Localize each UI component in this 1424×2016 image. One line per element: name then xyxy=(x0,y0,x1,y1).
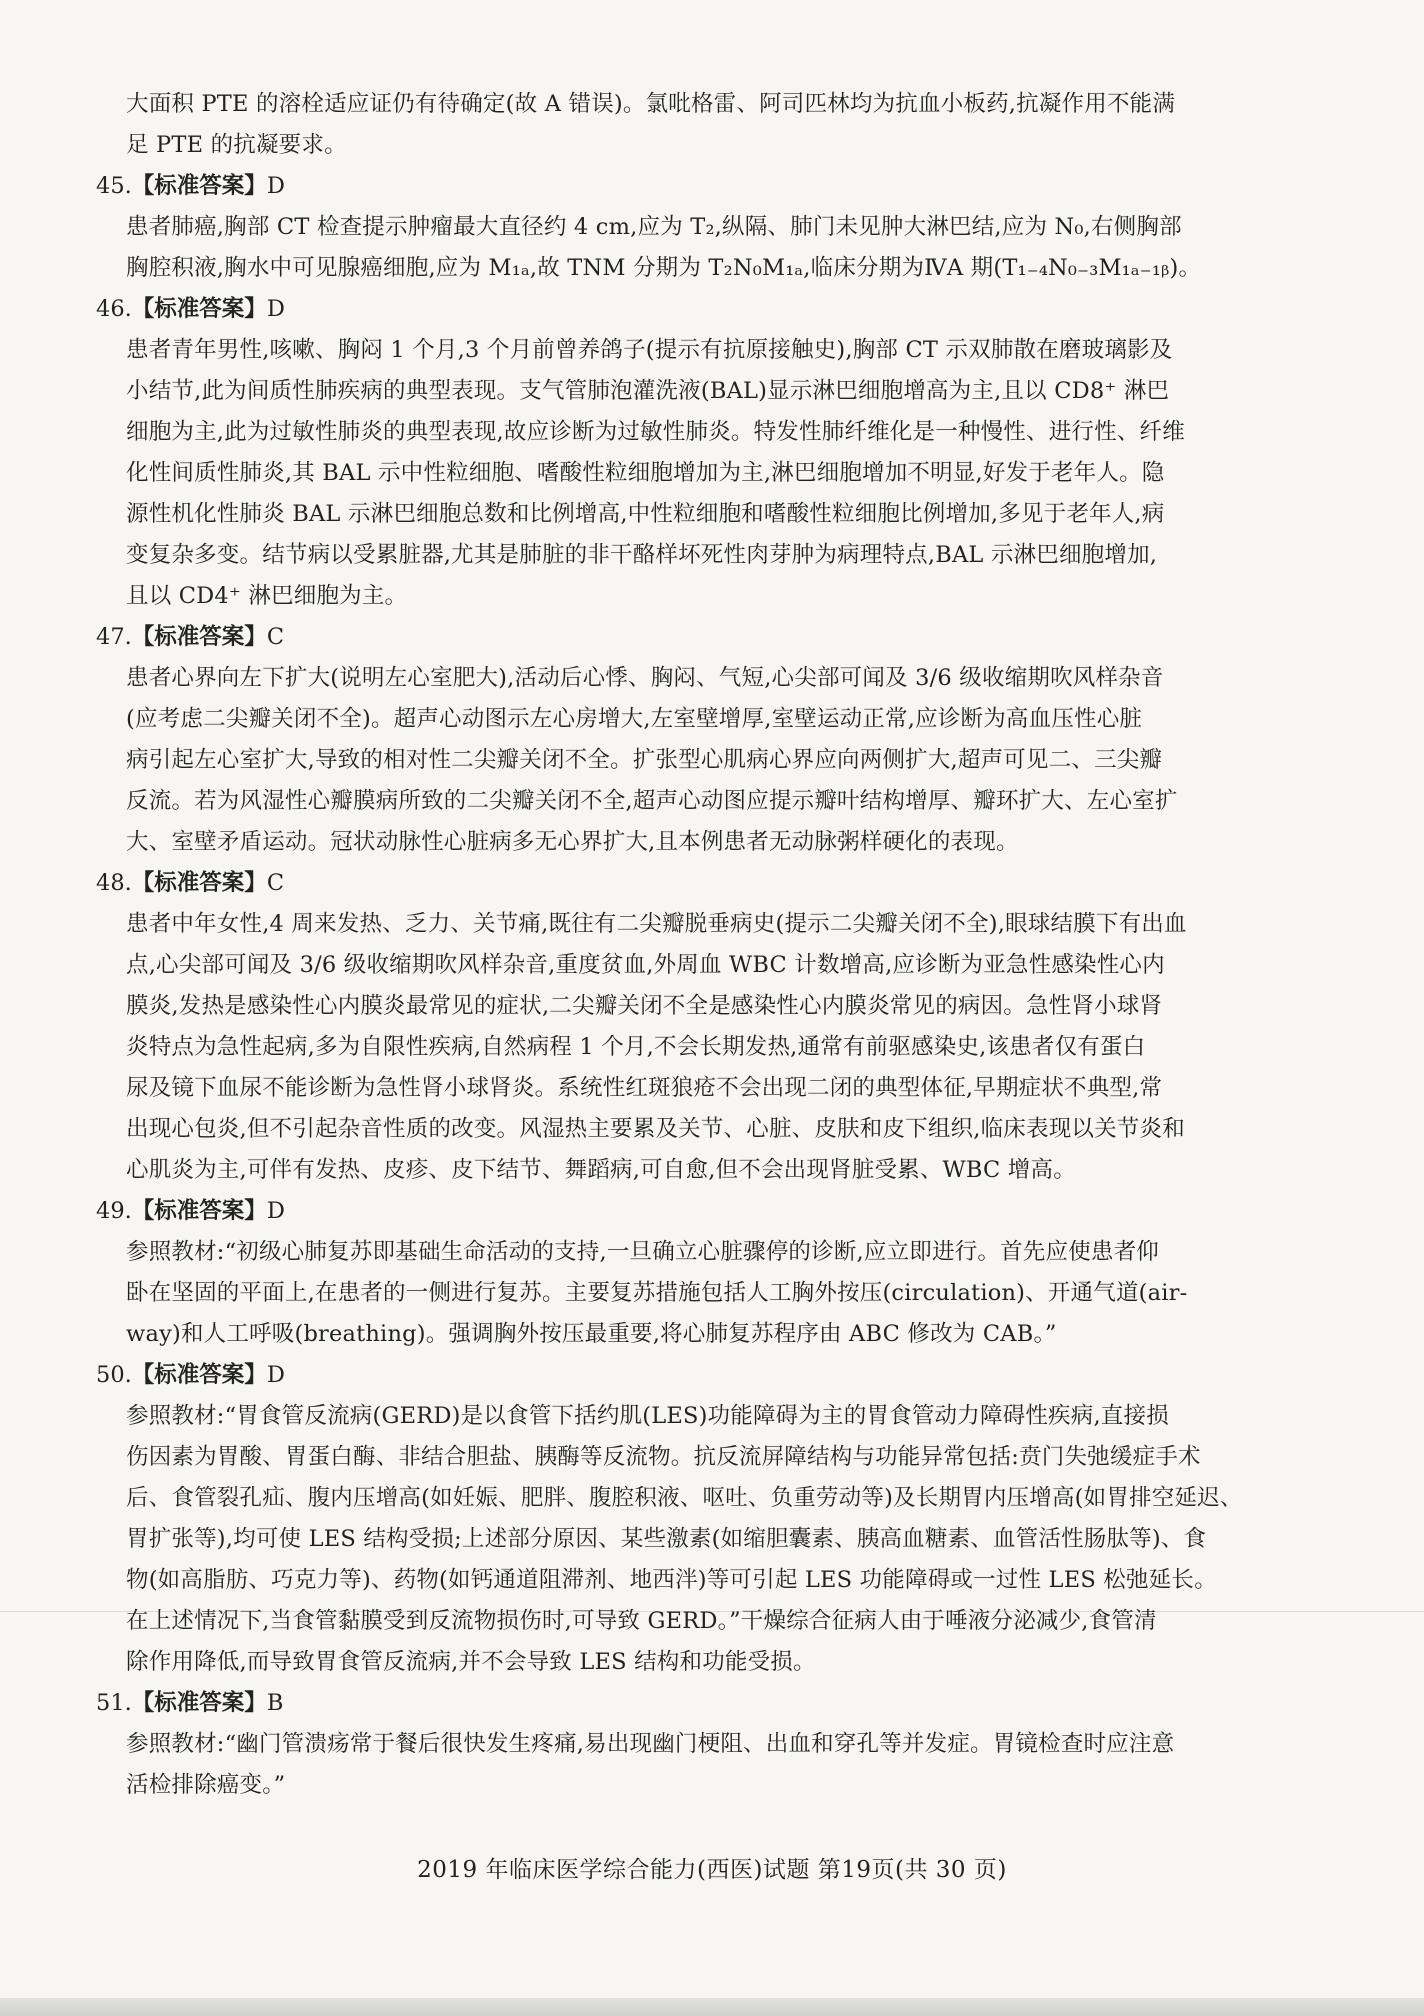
explanation-line: 活检排除癌变。” xyxy=(126,1772,286,1798)
explanation-line: 膜炎,发热是感染性心内膜炎最常见的症状,二尖瓣关闭不全是感染性心内膜炎常见的病因。急性肾小球肾 xyxy=(126,993,1163,1019)
explanation-line: 参照教材:“初级心肺复苏即基础生命活动的支持,一旦确立心脏骤停的诊断,应立即进行。首先应使患者仰 xyxy=(126,1239,1159,1265)
answer-heading xyxy=(96,1355,1292,1396)
standard-answer-label: 【标准答案】 xyxy=(131,870,267,896)
answer-letter: D xyxy=(266,296,285,322)
answer-item xyxy=(96,1683,1292,1806)
explanation-line: 大、室壁矛盾运动。冠状动脉性心脏病多无心界扩大,且本例患者无动脉粥样硬化的表现。 xyxy=(126,829,1019,855)
question-number: 49. xyxy=(96,1198,132,1224)
scan-bottom-edge xyxy=(0,1998,1424,2016)
page-content xyxy=(96,84,1292,1806)
explanation-line: 伤因素为胃酸、胃蛋白酶、非结合胆盐、胰酶等反流物。抗反流屏障结构与功能异常包括:贲门失弛缓症手术 xyxy=(126,1444,1201,1470)
explanation-line: 物(如高脂肪、巧克力等)、药物(如钙通道阻滞剂、地西泮)等可引起 LES 功能障碍或一过性 LES 松弛延长。 xyxy=(126,1567,1217,1593)
explanation-line: 细胞为主,此为过敏性肺炎的典型表现,故应诊断为过敏性肺炎。特发性肺纤维化是一种慢性、进行性、纤维 xyxy=(126,419,1185,445)
explanation-line: 患者青年男性,咳嗽、胸闷 1 个月,3 个月前曾养鸽子(提示有抗原接触史),胸部 CT 示双肺散在磨玻璃影及 xyxy=(126,337,1173,363)
explanation-line: 且以 CD4⁺ 淋巴细胞为主。 xyxy=(126,583,408,609)
explanation-line: 点,心尖部可闻及 3/6 级收缩期吹风样杂音,重度贫血,外周血 WBC 计数增高,应诊断为亚急性感染性心内 xyxy=(126,952,1165,978)
question-number: 46. xyxy=(96,296,132,322)
intro-line-1: 大面积 PTE 的溶栓适应证仍有待确定(故 A 错误)。氯吡格雷、阿司匹林均为抗血小板药,抗凝作用不能满 xyxy=(126,91,1176,117)
explanation-line: 化性间质性肺炎,其 BAL 示中性粒细胞、嗜酸性粒细胞增加为主,淋巴细胞增加不明显,好发于老年人。隐 xyxy=(126,460,1165,486)
explanation-line: 病引起左心室扩大,导致的相对性二尖瓣关闭不全。扩张型心肌病心界应向两侧扩大,超声可见二、三尖瓣 xyxy=(126,747,1163,773)
standard-answer-label: 【标准答案】 xyxy=(131,1362,267,1388)
explanation-line: 尿及镜下血尿不能诊断为急性肾小球肾炎。系统性红斑狼疮不会出现二闭的典型体征,早期症状不典型,常 xyxy=(126,1075,1163,1101)
answer-heading xyxy=(96,863,1292,904)
answer-letter: D xyxy=(266,1198,285,1224)
answer-item xyxy=(96,863,1292,1191)
explanation-line: 参照教材:“胃食管反流病(GERD)是以食管下括约肌(LES)功能障碍为主的胃食管动力障碍性疾病,直接损 xyxy=(126,1403,1169,1429)
explanation-line: 在上述情况下,当食管黏膜受到反流物损伤时,可导致 GERD。”干燥综合征病人由于唾液分泌减少,食管清 xyxy=(126,1608,1157,1634)
standard-answer-label: 【标准答案】 xyxy=(131,624,267,650)
answer-item xyxy=(96,1355,1292,1683)
page-footer: 2019 年临床医学综合能力(西医)试题 第19页(共 30 页) xyxy=(417,1857,1007,1883)
answer-heading xyxy=(96,289,1292,330)
explanation-line: 炎特点为急性起病,多为自限性疾病,自然病程 1 个月,不会长期发热,通常有前驱感染史,该患者仅有蛋白 xyxy=(126,1034,1146,1060)
explanation-line: 卧在坚固的平面上,在患者的一侧进行复苏。主要复苏措施包括人工胸外按压(circulation)、开通气道(air- xyxy=(126,1280,1188,1306)
question-number: 45. xyxy=(96,173,132,199)
answer-heading xyxy=(96,617,1292,658)
answer-letter: D xyxy=(266,1362,285,1388)
answer-item xyxy=(96,166,1292,289)
question-number: 48. xyxy=(96,870,132,896)
explanation-line: 患者心界向左下扩大(说明左心室肥大),活动后心悸、胸闷、气短,心尖部可闻及 3/6 级收缩期吹风样杂音 xyxy=(126,665,1164,691)
answer-heading xyxy=(96,1683,1292,1724)
explanation-line: 参照教材:“幽门管溃疡常于餐后很快发生疼痛,易出现幽门梗阻、出血和穿孔等并发症。胃镜检查时应注意 xyxy=(126,1731,1175,1757)
answer-item xyxy=(96,617,1292,863)
explanation-line: 源性机化性肺炎 BAL 示淋巴细胞总数和比例增高,中性粒细胞和嗜酸性粒细胞比例增加,多见于老年人,病 xyxy=(126,501,1165,527)
explanation-line: 心肌炎为主,可伴有发热、皮疹、皮下结节、舞蹈病,可自愈,但不会出现肾脏受累、WBC 增高。 xyxy=(126,1157,1076,1183)
explanation-line: 除作用降低,而导致胃食管反流病,并不会导致 LES 结构和功能受损。 xyxy=(126,1649,816,1675)
answer-list xyxy=(96,166,1292,1806)
intro-line-2: 足 PTE 的抗凝要求。 xyxy=(126,132,347,158)
explanation-line: 患者肺癌,胸部 CT 检查提示肿瘤最大直径约 4 cm,应为 T₂,纵隔、肺门未见肿大淋巴结,应为 N₀,右侧胸部 xyxy=(126,214,1182,240)
standard-answer-label: 【标准答案】 xyxy=(131,296,267,322)
question-number: 47. xyxy=(96,624,132,650)
answer-heading xyxy=(96,166,1292,207)
explanation-line: way)和人工呼吸(breathing)。强调胸外按压最重要,将心肺复苏程序由 ABC 修改为 CAB。” xyxy=(126,1321,1057,1347)
answer-letter: C xyxy=(266,870,285,896)
standard-answer-label: 【标准答案】 xyxy=(131,173,267,199)
explanation-line: 变复杂多变。结节病以受累脏器,尤其是肺脏的非干酪样坏死性肉芽肿为病理特点,BAL 示淋巴细胞增加, xyxy=(126,542,1158,568)
answer-letter: C xyxy=(266,624,285,650)
standard-answer-label: 【标准答案】 xyxy=(131,1198,267,1224)
answer-letter: B xyxy=(266,1690,284,1716)
explanation-line: 后、食管裂孔疝、腹内压增高(如妊娠、肥胖、腹腔积液、呕吐、负重劳动等)及长期胃内压增高(如胃排空延迟、 xyxy=(126,1485,1243,1511)
answer-letter: D xyxy=(266,173,285,199)
question-number: 51. xyxy=(96,1690,132,1716)
explanation-line: 患者中年女性,4 周来发热、乏力、关节痛,既往有二尖瓣脱垂病史(提示二尖瓣关闭不全),眼球结膜下有出血 xyxy=(126,911,1187,937)
explanation-line: 出现心包炎,但不引起杂音性质的改变。风湿热主要累及关节、心脏、皮肤和皮下组织,临床表现以关节炎和 xyxy=(126,1116,1185,1142)
explanation-line: 胃扩张等),均可使 LES 结构受损;上述部分原因、某些激素(如缩胆囊素、胰高血糖素、血管活性肠肽等)、食 xyxy=(126,1526,1207,1552)
answer-item xyxy=(96,1191,1292,1355)
answer-item xyxy=(96,289,1292,617)
question-number: 50. xyxy=(96,1362,132,1388)
explanation-line: 反流。若为风湿性心瓣膜病所致的二尖瓣关闭不全,超声心动图应提示瓣叶结构增厚、瓣环扩大、左心室扩 xyxy=(126,788,1178,814)
explanation-line: 胸腔积液,胸水中可见腺癌细胞,应为 M₁ₐ,故 TNM 分期为 T₂N₀M₁ₐ,临床分期为ⅣA 期(T₁₋₄N₀₋₃M₁ₐ₋₁ᵦ)。 xyxy=(126,255,1202,281)
explanation-line: (应考虑二尖瓣关闭不全)。超声心动图示左心房增大,左室壁增厚,室壁运动正常,应诊断为高血压性心脏 xyxy=(126,706,1143,732)
answer-heading xyxy=(96,1191,1292,1232)
standard-answer-label: 【标准答案】 xyxy=(131,1690,267,1716)
explanation-line: 小结节,此为间质性肺疾病的典型表现。支气管肺泡灌洗液(BAL)显示淋巴细胞增高为主,且以 CD8⁺ 淋巴 xyxy=(126,378,1170,404)
